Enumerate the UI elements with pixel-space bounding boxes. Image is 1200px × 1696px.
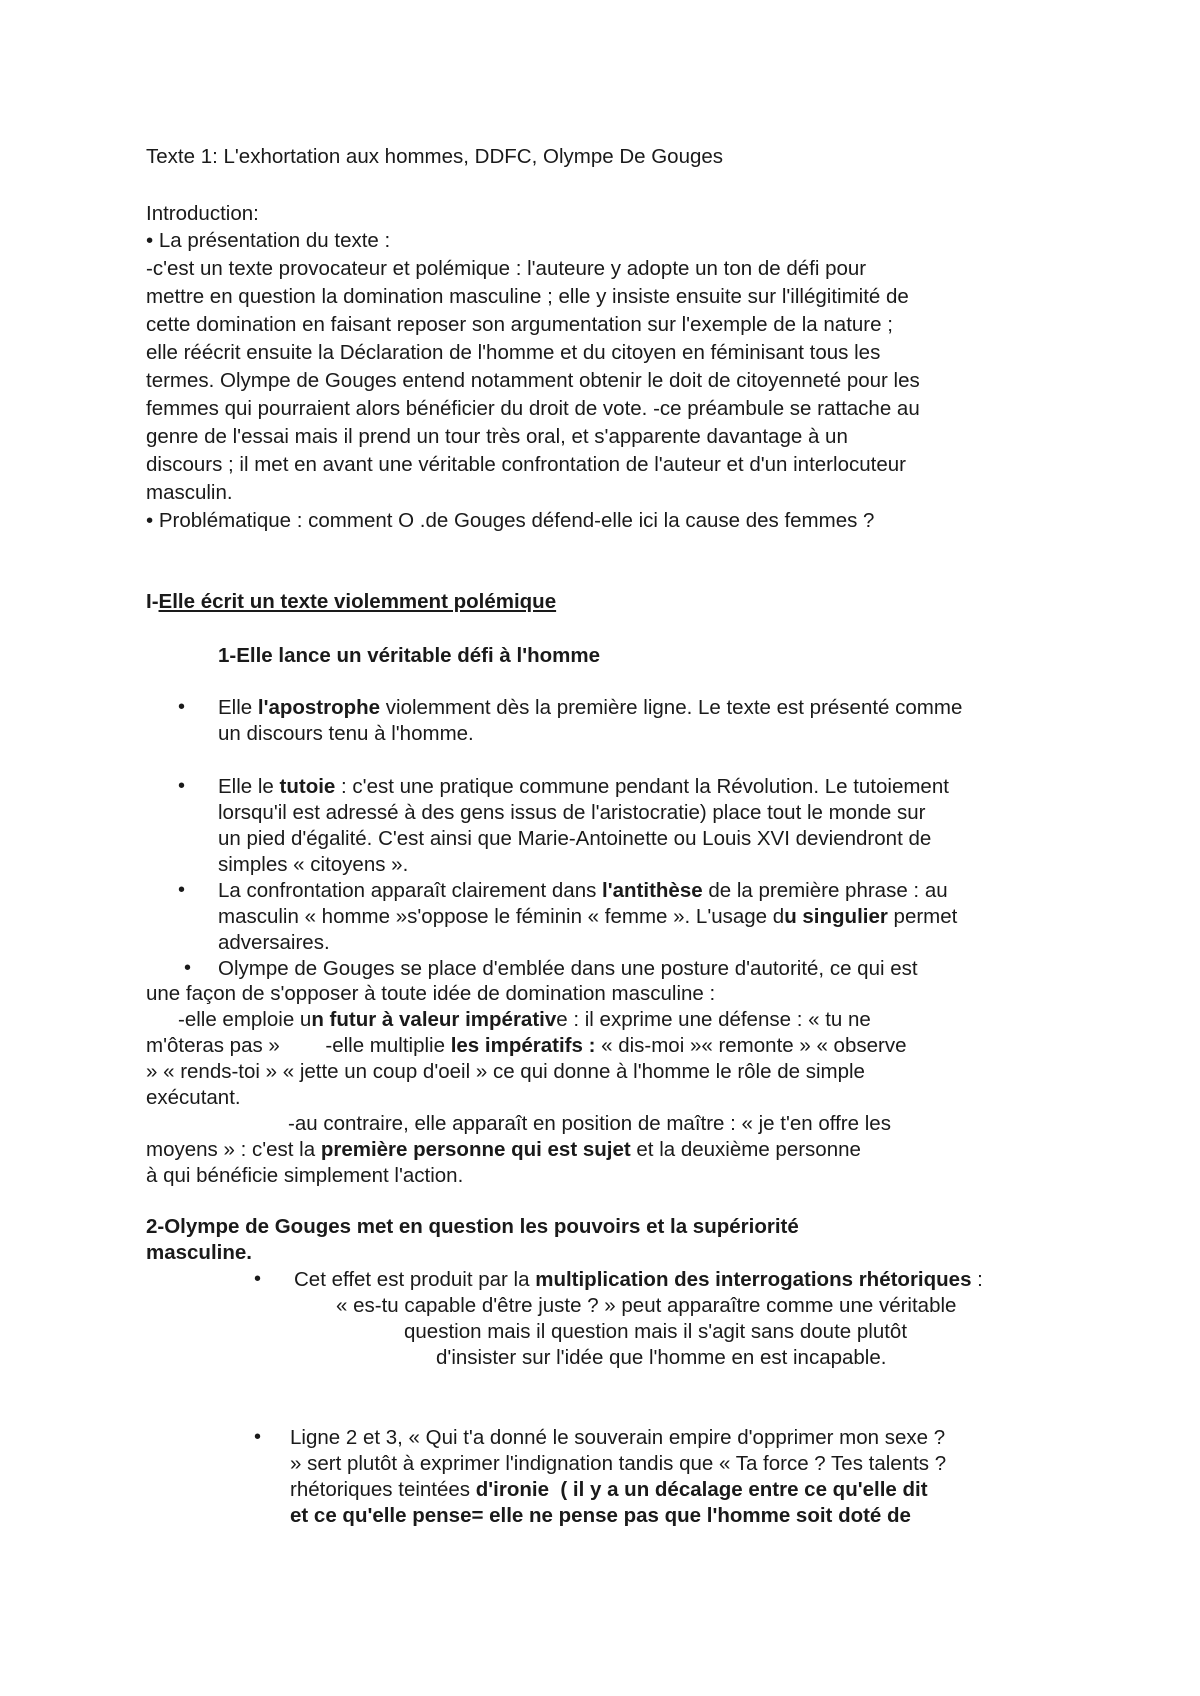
bullet-interrogations: Cet effet est produit par la multiplication des interrogations rhétoriques : bbox=[294, 1268, 983, 1291]
bullet-apostrophe-cont: un discours tenu à l'homme. bbox=[218, 722, 474, 745]
bullet-tutoie-cont: lorsqu'il est adressé à des gens issus de l'aristocratie) place tout le monde sur bbox=[218, 801, 926, 824]
intro-paragraph-line: genre de l'essai mais il prend un tour très oral, et s'apparente davantage à un bbox=[146, 425, 848, 448]
bullet-interrogations-cont: d'insister sur l'idée que l'homme en est incapable. bbox=[436, 1346, 887, 1369]
bullet-antithese-cont: adversaires. bbox=[218, 931, 330, 954]
bullet-interrogations-cont: question mais il question mais il s'agit sans doute plutôt bbox=[404, 1320, 908, 1343]
bullet-autorite-cont: » « rends-toi » « jette un coup d'oeil » ce qui donne à l'homme le rôle de simple bbox=[146, 1060, 865, 1083]
bullet-autorite-cont: moyens » : c'est la première personne qui est sujet et la deuxième personne bbox=[146, 1138, 861, 1161]
bullet-indignation-cont: » sert plutôt à exprimer l'indignation tandis que « Ta force ? Tes talents ? bbox=[290, 1452, 947, 1475]
subheading-1: 1-Elle lance un véritable défi à l'homme bbox=[218, 644, 600, 667]
bullet-indignation-cont: et ce qu'elle pense= elle ne pense pas que l'homme soit doté de bbox=[290, 1504, 911, 1527]
subheading-2-cont: masculine. bbox=[146, 1241, 252, 1264]
bullet-autorite-cont: -elle emploie un futur à valeur impérative : il exprime une défense : « tu ne bbox=[178, 1008, 871, 1031]
intro-bullet-problematique: • Problématique : comment O .de Gouges défend-elle ici la cause des femmes ? bbox=[146, 509, 875, 532]
part1-heading: I-Elle écrit un texte violemment polémique bbox=[146, 590, 557, 613]
bullet-marker: • bbox=[178, 879, 186, 901]
bullet-apostrophe: Elle l'apostrophe violemment dès la première ligne. Le texte est présenté comme bbox=[218, 696, 963, 719]
intro-paragraph-line: mettre en question la domination masculine ; elle y insiste ensuite sur l'illégitimité de bbox=[146, 285, 909, 308]
bullet-tutoie: Elle le tutoie : c'est une pratique commune pendant la Révolution. Le tutoiement bbox=[218, 775, 949, 798]
bullet-marker: • bbox=[254, 1426, 262, 1448]
bullet-tutoie-cont: simples « citoyens ». bbox=[218, 853, 409, 876]
intro-paragraph-line: discours ; il met en avant une véritable confrontation de l'auteur et d'un interlocuteur bbox=[146, 453, 906, 476]
bullet-interrogations-cont: « es-tu capable d'être juste ? » peut apparaître comme une véritable bbox=[336, 1294, 957, 1317]
bullet-antithese: La confrontation apparaît clairement dans l'antithèse de la première phrase : au bbox=[218, 879, 948, 902]
bullet-marker: • bbox=[178, 696, 186, 718]
bullet-autorite-cont: -au contraire, elle apparaît en position de maître : « je t'en offre les bbox=[288, 1112, 891, 1135]
bullet-tutoie-cont: un pied d'égalité. C'est ainsi que Marie-Antoinette ou Louis XVI deviendront de bbox=[218, 827, 932, 850]
intro-paragraph-line: termes. Olympe de Gouges entend notamment obtenir le doit de citoyenneté pour les bbox=[146, 369, 920, 392]
bullet-marker: • bbox=[254, 1268, 262, 1290]
intro-paragraph-line: masculin. bbox=[146, 481, 233, 504]
intro-bullet-presentation: • La présentation du texte : bbox=[146, 229, 391, 252]
bullet-marker: • bbox=[178, 775, 186, 797]
bullet-autorite-cont: m'ôteras pas » -elle multiplie les impératifs : « dis-moi »« remonte » « observe bbox=[146, 1034, 907, 1057]
bullet-autorite: Olympe de Gouges se place d'emblée dans une posture d'autorité, ce qui est bbox=[218, 957, 918, 980]
document-title: Texte 1: L'exhortation aux hommes, DDFC, Olympe De Gouges bbox=[146, 145, 724, 168]
bullet-marker: • bbox=[184, 957, 192, 979]
subheading-2: 2-Olympe de Gouges met en question les pouvoirs et la supériorité bbox=[146, 1215, 799, 1238]
bullet-antithese-cont: masculin « homme »s'oppose le féminin « femme ». L'usage du singulier permet bbox=[218, 905, 958, 928]
bullet-indignation-cont: rhétoriques teintées d'ironie ( il y a un décalage entre ce qu'elle dit bbox=[290, 1478, 928, 1501]
bullet-autorite-cont: une façon de s'opposer à toute idée de domination masculine : bbox=[146, 982, 716, 1005]
intro-heading: Introduction: bbox=[146, 202, 259, 225]
intro-paragraph-line: cette domination en faisant reposer son argumentation sur l'exemple de la nature ; bbox=[146, 313, 893, 336]
intro-paragraph-line: -c'est un texte provocateur et polémique : l'auteure y adopte un ton de défi pour bbox=[146, 257, 867, 280]
intro-paragraph-line: femmes qui pourraient alors bénéficier du droit de vote. -ce préambule se rattache au bbox=[146, 397, 920, 420]
bullet-autorite-cont: exécutant. bbox=[146, 1086, 241, 1109]
bullet-indignation: Ligne 2 et 3, « Qui t'a donné le souverain empire d'opprimer mon sexe ? bbox=[290, 1426, 946, 1449]
intro-paragraph-line: elle réécrit ensuite la Déclaration de l'homme et du citoyen en féminisant tous les bbox=[146, 341, 881, 364]
bullet-autorite-cont: à qui bénéficie simplement l'action. bbox=[146, 1164, 464, 1187]
